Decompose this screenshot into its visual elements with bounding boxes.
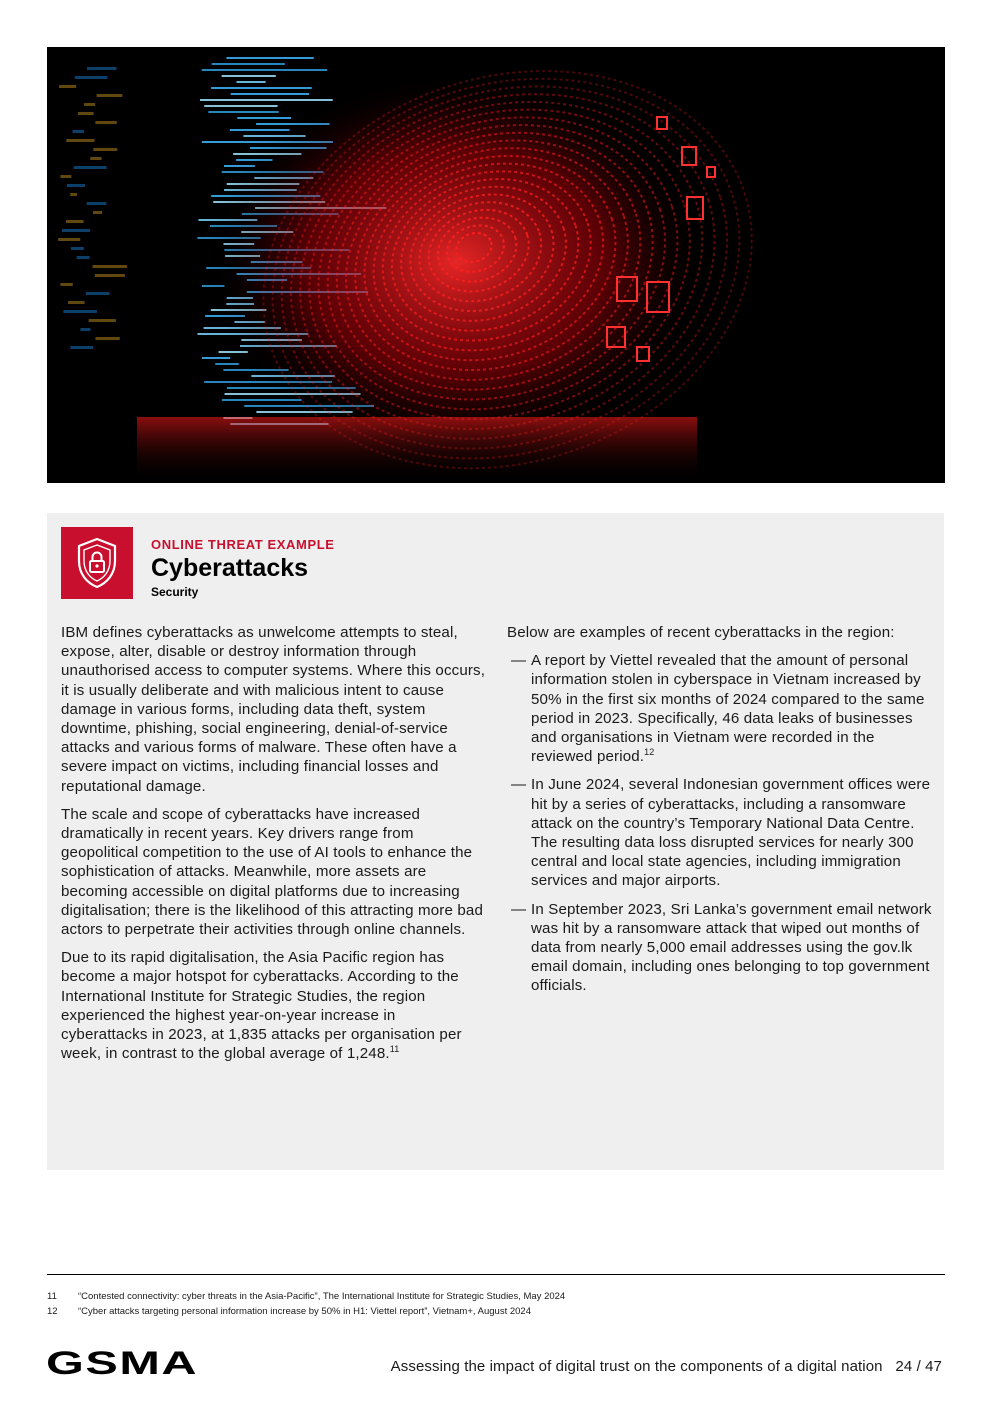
left-column — [61, 623, 486, 1072]
dash-bullet: — — [511, 900, 527, 918]
paragraph: IBM defines cyberattacks as unwelcome attempts to steal, expose, alter, disable or destroy information through unauthorised access to computer systems. Where this occurs, it is usually deliberate and with malicious intent to cause damage in various forms, including data theft, system downtime, phishing, social engineering, denial-of-service attacks and various forms of malware. These often have a severe impact on victims, including financial losses and reputational damage. — [61, 624, 486, 795]
page-number: 24 / 47 — [895, 1358, 942, 1375]
panel-subtitle: Security — [151, 585, 199, 599]
panel-eyebrow: ONLINE THREAT EXAMPLE — [151, 537, 335, 552]
list-item: — A report by Viettel revealed that the amount of personal information stolen in cyberspace in Vietnam increased by 50% in the first six months of 2024 compared to the same period in 2023. Specifically, 46 data leaks of businesses and organisations in Vietnam were recorded in the reviewed period.$^{12}$ — [511, 652, 925, 766]
panel-title: Cyberattacks — [151, 554, 309, 582]
list-item: — In June 2024, several Indonesian government offices were hit by a series of cyberattacks, including a ransomware attack on the country’s Temporary National Data Centre. The resulting data loss disrupted services for nearly 300 central and local state agencies, including immigration services and major airports. — [511, 776, 931, 890]
footnote-ref[interactable]: 11 — [389, 1044, 400, 1055]
list-intro: Below are examples of recent cyberattacks in the region: — [507, 624, 895, 641]
right-column — [507, 623, 932, 1005]
examples-list — [507, 651, 932, 995]
footer — [391, 1358, 942, 1375]
shield-lock-icon — [61, 527, 133, 599]
list-item: — In September 2023, Sri Lanka’s government email network was hit by a ransomware attack that wiped out months of data from nearly 5,000 email addresses using the gov.lk email domain, including ones belonging to top government officials. — [511, 900, 932, 995]
footnote-divider — [47, 1274, 945, 1275]
document-title: Assessing the impact of digital trust on the components of a digital nation — [390, 1358, 883, 1375]
security-badge — [61, 527, 133, 599]
paragraph: The scale and scope of cyberattacks have increased dramatically in recent years. Key drivers range from geopolitical competition to the use of AI tools to enhance the sophistication of attacks. Meanwhile, more assets are becoming accessible on digital platforms due to increasing digitalisation; there is the likelihood of this attracting more bad actors to perpetrate their activities through online channels. — [61, 805, 484, 939]
footnote: 11 “Contested connectivity: cyber threats in the Asia-Pacific”, The International Institute for Strategic Studies, May 2024 — [47, 1291, 566, 1302]
svg-text:GSMA: GSMA — [46, 1349, 198, 1377]
dash-bullet: — — [511, 776, 527, 794]
threat-example-panel — [47, 513, 944, 1170]
paragraph: Due to its rapid digitalisation, the Asia Pacific region has become a major hotspot for cyberattacks. According to the International Institute for Strategic Studies, the region experienced the highest year-on-year increase in cyberattacks in 2023, at 1,835 attacks per organisation per week, in contrast to the global average of 1,248.11 — [61, 949, 462, 1063]
gsma-logo — [46, 1349, 201, 1382]
footnote: 12 “Cyber attacks targeting personal information increase by 50% in H1: Viettel report”, Vietnam+, August 2024 — [47, 1306, 531, 1317]
footnote-ref[interactable]: 12 — [644, 747, 655, 758]
hero-image — [47, 47, 945, 483]
dash-bullet: — — [511, 652, 527, 670]
